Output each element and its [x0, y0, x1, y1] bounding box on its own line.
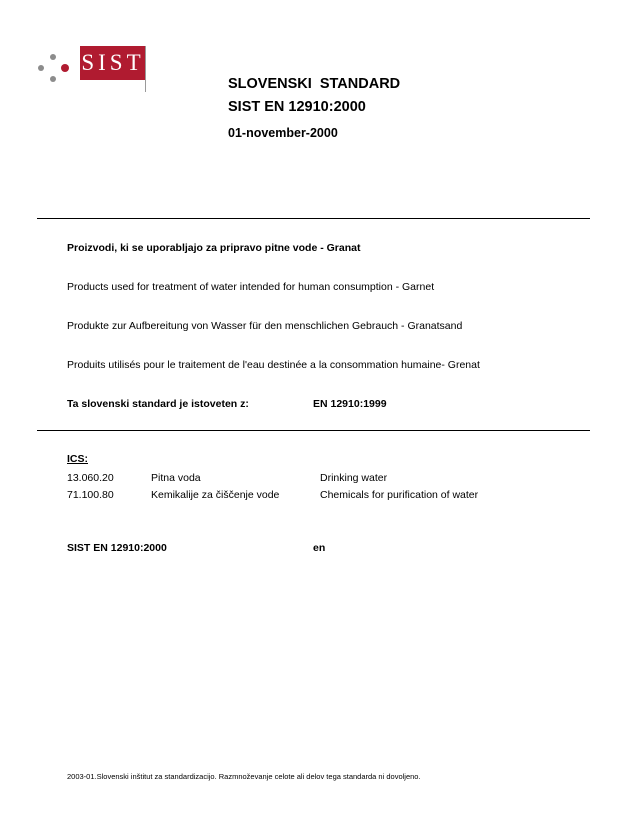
standard-id: SIST EN 12910:2000 — [228, 99, 366, 115]
logo-text: SIST — [81, 50, 145, 75]
ics-slovenian: Kemikalije za čiščenje vode — [151, 489, 280, 501]
logo-dot-left — [38, 65, 44, 71]
sist-logo — [36, 46, 166, 92]
logo-divider — [145, 46, 146, 92]
identical-value: EN 12910:1999 — [313, 398, 387, 410]
summary-language: en — [313, 542, 326, 554]
publication-date: 01-november-2000 — [228, 126, 338, 140]
bottom-rule — [37, 430, 590, 431]
title-german: Produkte zur Aufbereitung von Wasser für den menschlichen Gebrauch - Granatsand — [67, 320, 463, 332]
ics-heading: ICS: — [67, 453, 88, 465]
ics-slovenian: Pitna voda — [151, 472, 201, 484]
ics-english: Chemicals for purification of water — [320, 489, 479, 501]
logo-dot-bottom — [50, 76, 56, 82]
top-rule — [37, 218, 590, 219]
ics-code: 71.100.80 — [67, 489, 114, 501]
title-french: Produits utilisés pour le traitement de l'eau destinée a la consommation humaine- Grenat — [67, 359, 480, 371]
logo-dot-top — [50, 54, 56, 60]
ics-row — [67, 472, 567, 486]
title-slovenian: Proizvodi, ki se uporabljajo za pripravo pitne vode - Granat — [67, 242, 361, 254]
logo-box — [80, 46, 146, 80]
ics-english: Drinking water — [320, 472, 388, 484]
document-type-title: SLOVENSKI STANDARD — [228, 76, 401, 92]
copyright-footer: 2003-01.Slovenski inštitut za standardizacijo. Razmnoževanje celote ali delov tega standarda ni dovoljeno. — [67, 772, 421, 781]
ics-row — [67, 489, 567, 517]
summary-standard-id: SIST EN 12910:2000 — [67, 542, 167, 554]
identical-label: Ta slovenski standard je istoveten z: — [67, 398, 249, 410]
logo-dot-right — [61, 64, 69, 72]
ics-code: 13.060.20 — [67, 472, 114, 484]
title-english: Products used for treatment of water intended for human consumption - Garnet — [67, 281, 435, 293]
